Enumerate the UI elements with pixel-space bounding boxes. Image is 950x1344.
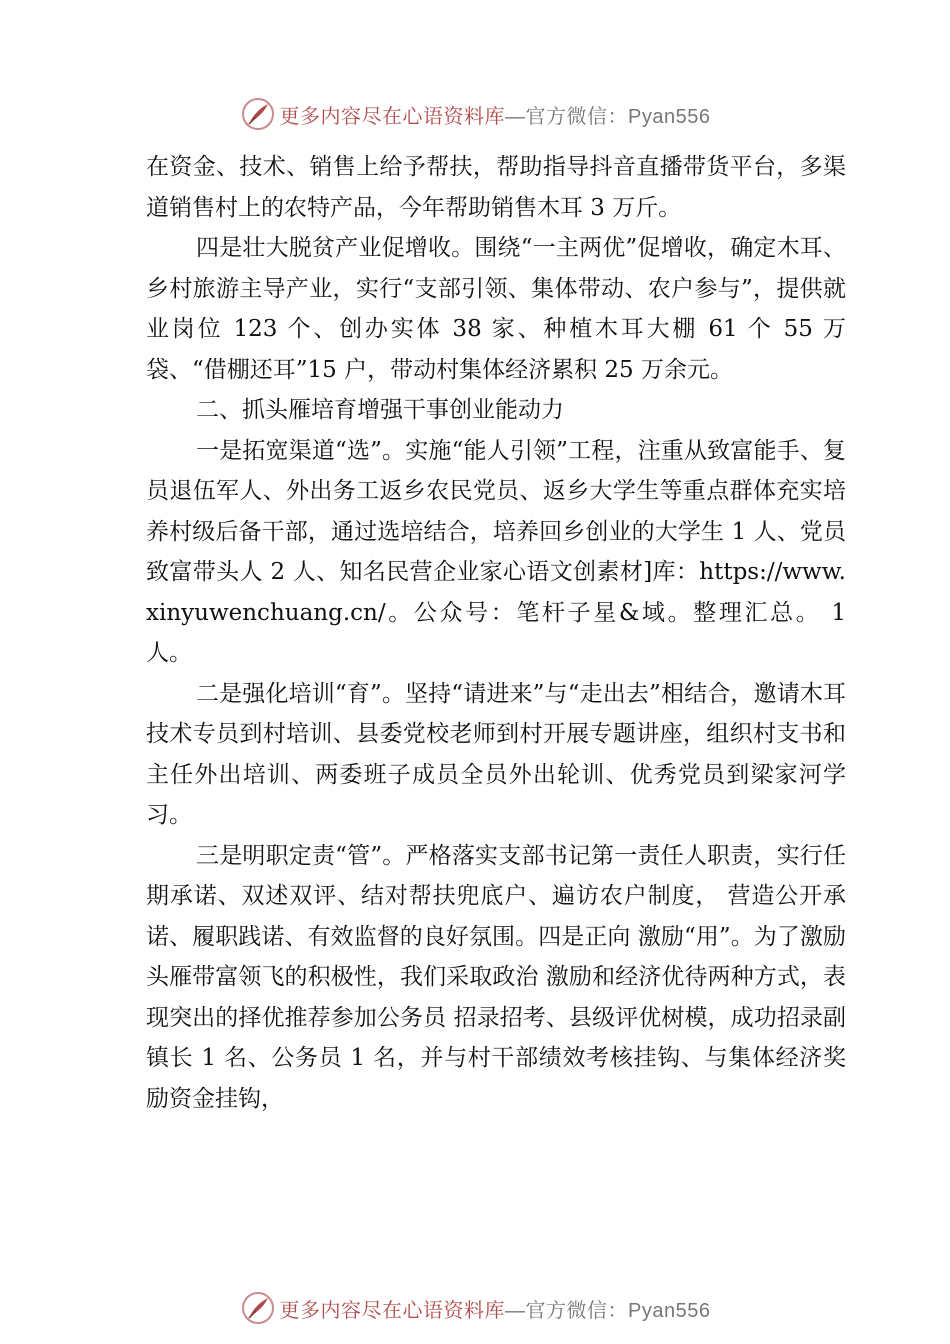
watermark-contact: 官方微信：Pyan556 xyxy=(525,105,711,128)
watermark-brand: 更多内容尽在心语资料库 xyxy=(279,103,506,128)
document-body xyxy=(146,147,846,1119)
watermark-dash: — xyxy=(505,1299,526,1322)
paragraph-2: 四是壮大脱贫产业促增收。围绕“一主两优”促增收，确定木耳、乡村旅游主导产业，实行“支部引领、集体带动、农户参与”，提供就业岗位 123 个、创办实体 38 家、种植木耳大棚 61 个 55 万袋、“借棚还耳”15 户，带动村集体经济累积 25 万余元。 xyxy=(146,235,846,383)
watermark-brand: 更多内容尽在心语资料库 xyxy=(279,1297,506,1322)
watermark-text xyxy=(280,1294,711,1323)
watermark-text xyxy=(280,100,711,129)
watermark-header xyxy=(0,92,950,136)
quill-logo-icon xyxy=(240,96,276,132)
watermark-contact: 官方微信：Pyan556 xyxy=(525,1299,711,1322)
watermark-dash: — xyxy=(505,105,526,128)
quill-logo-icon xyxy=(240,1290,276,1326)
paragraph-4: 二是强化培训“育”。坚持“请进来”与“走出去”相结合，邀请木耳技术专员到村培训、县委党校老师到村开展专题讲座，组织村支书和主任外出培训、两委班子成员全员外出轮训、优秀党员到梁家河学习。 xyxy=(146,680,846,828)
paragraph-1: 在资金、技术、销售上给予帮扶，帮助指导抖音直播带货平台，多渠道销售村上的农特产品，今年帮助销售木耳 3 万斤。 xyxy=(146,154,846,221)
paragraph-3: 一是拓宽渠道“选”。实施“能人引领”工程，注重从致富能手、复员退伍军人、外出务工返乡农民党员、返乡大学生等重点群体充实培养村级后备干部，通过选培结合，培养回乡创业的大学生 1 人、党员致富带头人 2 人、知名民营企业家心语文创素材]库：https://www.xinyuwenchuang.cn/。公众号：笔杆子星&域。整理汇总。 1 人。 xyxy=(146,437,846,666)
section-heading: 二、抓头雁培育增强干事创业能动力 xyxy=(196,397,564,423)
paragraph-5: 三是明职定责“管”。严格落实支部书记第一责任人职责，实行任期承诺、双述双评、结对帮扶兜底户、遍访农户制度， 营造公开承诺、履职践诺、有效监督的良好氛围。四是正向 激励“用”。为了激励头雁带富领飞的积极性，我们采取政治 激励和经济优待两种方式，表现突出的择优推荐参加公务员 招录招考、县级评优树模，成功招录副镇长 1 名、公务员 1 名，并与村干部绩效考核挂钩、与集体经济奖励资金挂钩， xyxy=(146,842,846,1112)
watermark-footer xyxy=(0,1286,950,1330)
